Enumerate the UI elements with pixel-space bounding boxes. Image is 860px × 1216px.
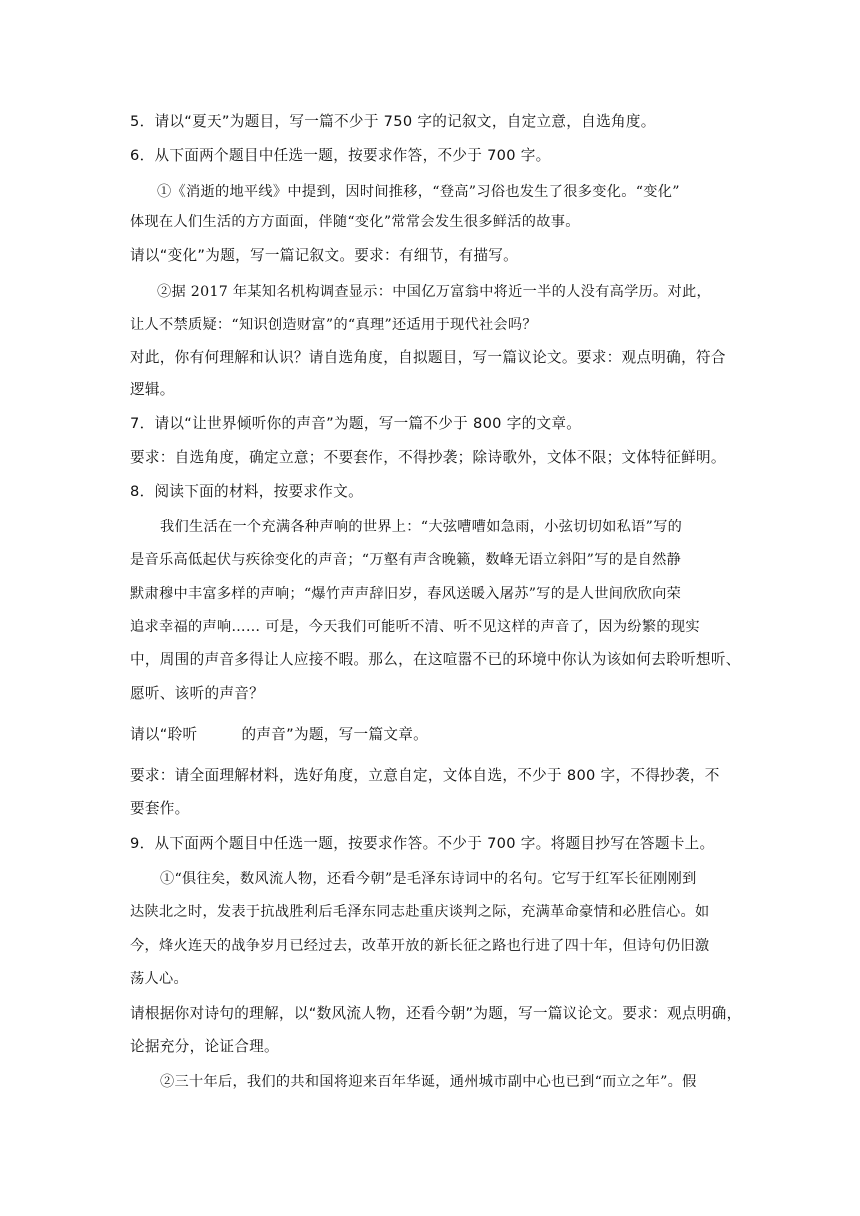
question-9-option-1-line-4: 荡人心。 <box>130 971 188 987</box>
question-9-prompt: 9．从下面两个题目中任选一题，按要求作答。不少于 700 字。将题目抄写在答题卡上。 <box>130 835 715 852</box>
question-8-material-line-6: 愿听、该听的声音？ <box>130 685 265 702</box>
question-8-task-part-2: 的声音”为题，写一篇文章。 <box>241 726 429 743</box>
question-6-option-1-line-1: ①《消逝的地平线》中提到，因时间推移，“登高”习俗也发生了很多变化。“变化” <box>157 184 680 200</box>
question-8-material-line-2: 是音乐高低起伏与疾徐变化的声音；“万壑有声含晚籁，数峰无语立斜阳”写的是自然静 <box>130 552 682 568</box>
question-8-material-line-5: 中，周围的声音多得让人应接不暇。那么，在这喧嚣不已的环境中你认为该如何去聆听想听、 <box>130 651 741 668</box>
question-6-option-2-task-line-2: 逻辑。 <box>130 381 175 398</box>
question-9-option-1-task-line-2: 论据充分，论证合理。 <box>130 1038 279 1055</box>
question-6-option-2-task-line-1: 对此，你有何理解和认识？请自选角度，自拟题目，写一篇议论文。要求：观点明确，符合 <box>130 349 726 366</box>
question-9-option-1-line-2: 达陕北之时，发表于抗战胜利后毛泽东同志赴重庆谈判之际，充满革命豪情和必胜信心。如 <box>130 904 710 920</box>
question-7-requirements: 要求：自选角度，确定立意；不要套作，不得抄袭；除诗歌外，文体不限；文体特征鲜明。 <box>130 449 726 466</box>
question-8-task <box>130 725 428 745</box>
question-9-option-1-line-1: ①“俱往矣，数风流人物，还看今朝”是毛泽东诗词中的名句。它写于红军长征刚刚到 <box>160 871 697 887</box>
question-9-option-1-task-line-1: 请根据你对诗句的理解，以“数风流人物，还看今朝”为题，写一篇议论文。要求：观点明确， <box>130 1005 742 1022</box>
question-6-prompt: 6．从下面两个题目中任选一题，按要求作答，不少于 700 字。 <box>130 147 551 164</box>
question-5-prompt: 5．请以“夏天”为题目，写一篇不少于 750 字的记叙文，自定立意，自选角度。 <box>130 113 656 130</box>
question-9-option-1-line-3: 今，烽火连天的战争岁月已经过去，改革开放的新长征之路也行进了四十年，但诗句仍旧激 <box>130 938 710 954</box>
question-8-requirements-line-2: 要套作。 <box>130 800 190 817</box>
question-6-option-1-task: 请以“变化”为题，写一篇记叙文。要求：有细节，有描写。 <box>130 247 519 264</box>
question-6-option-2-line-2: 让人不禁质疑：“知识创造财富”的“真理”还适用于现代社会吗？ <box>130 317 537 333</box>
question-8-material-line-3: 默肃穆中丰富多样的声响；“爆竹声声辞旧岁，春风送暖入屠苏”写的是人世间欣欣向荣 <box>130 586 682 602</box>
question-8-requirements-line-1: 要求：请全面理解材料，选好角度，立意自定，文体自选，不少于 800 字，不得抄袭，不 <box>130 767 720 784</box>
question-8-material-line-4: 追求幸福的声响…… 可是，今天我们可能听不清、听不见这样的声音了，因为纷繁的现实 <box>130 619 700 635</box>
question-6-option-1-line-2: 体现在人们生活的方方面面，伴随“变化”常常会发生很多鲜活的故事。 <box>130 214 580 230</box>
question-8-task-part-1: 请以“聆听 <box>130 726 198 743</box>
question-7-prompt: 7．请以“让世界倾听你的声音”为题，写一篇不少于 800 字的文章。 <box>130 415 582 432</box>
question-8-prompt: 8．阅读下面的材料，按要求作文。 <box>130 483 363 500</box>
question-6-option-2-line-1: ②据 2017 年某知名机构调查显示：中国亿万富翁中将近一半的人没有高学历。对此， <box>157 284 711 300</box>
question-8-material-line-1: 我们生活在一个充满各种声响的世界上：“大弦嘈嘈如急雨，小弦切切如私语”写的 <box>160 519 683 535</box>
question-9-option-2-line-1: ②三十年后，我们的共和国将迎来百年华诞，通州城市副中心也已到“而立之年”。假 <box>160 1074 697 1090</box>
